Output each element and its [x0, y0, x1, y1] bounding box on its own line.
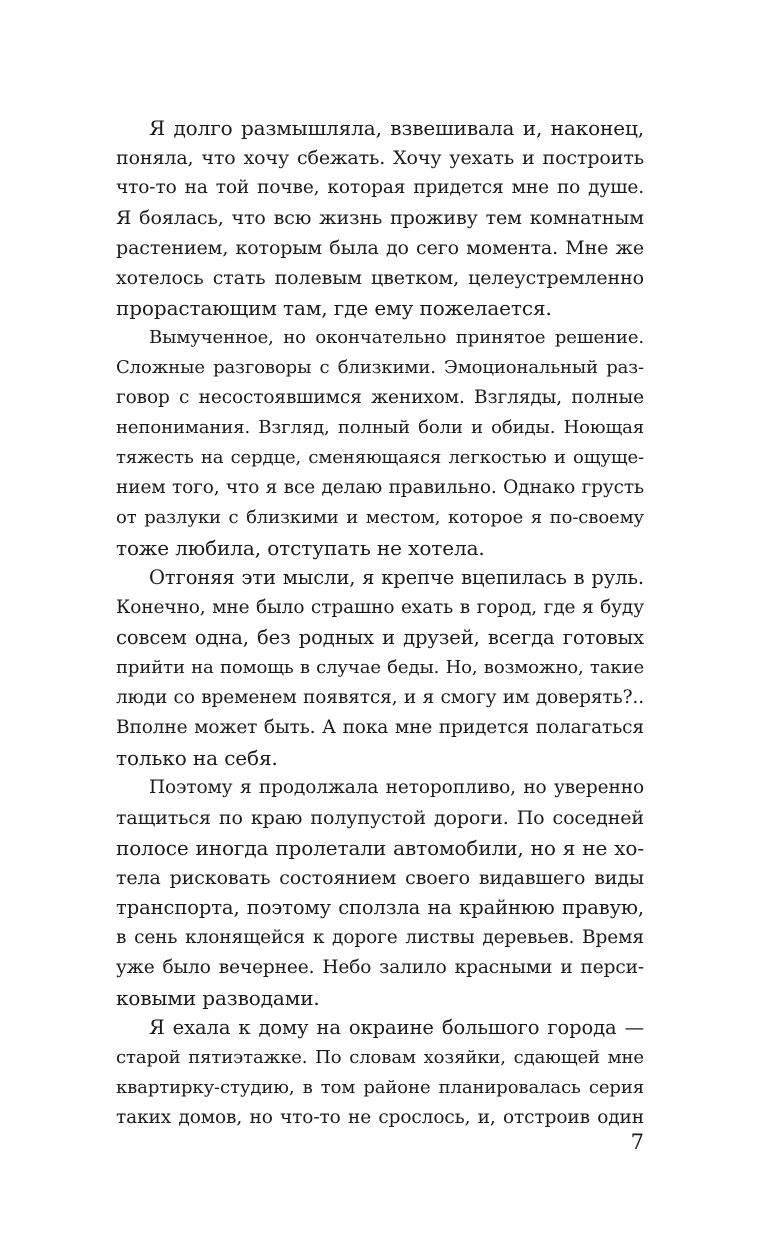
paragraph	[116, 113, 644, 323]
paragraph	[116, 773, 644, 1013]
text-line: Вполне может быть. А пока мне придется полагаться	[116, 717, 644, 738]
text-line: уже было вечернее. Небо залило красными и перси-	[116, 957, 644, 978]
text-line: ковыми разводами.	[116, 986, 320, 1010]
text-line: Сложные разговоры с близкими. Эмоциональный раз-	[116, 357, 644, 378]
text-line: в сень клонящейся к дороге листвы деревьев. Время	[116, 927, 644, 948]
text-line: Я боялась, что всю жизнь проживу тем комнатным	[116, 207, 644, 229]
text-line: тела рисковать состоянием своего видавшего виды	[116, 867, 644, 889]
text-line: полосе иногда пролетали автомобили, но я не хо-	[116, 836, 644, 860]
page-number: 7	[630, 1130, 644, 1154]
text-line: от разлуки с близкими и местом, которое я по-своему	[116, 507, 644, 528]
text-line: квартирку-студию, в том районе планировалась серия	[116, 1077, 644, 1098]
text-line: транспорта, поэтому сползла на крайнюю правую,	[116, 896, 644, 919]
text-line: Я долго размышляла, взвешивала и, наконец,	[149, 116, 644, 140]
text-line: таких домов, но что-то не срослось, и, отстроив один	[116, 1107, 644, 1128]
text-line: тяжесть на сердце, сменяющаяся легкостью и ощуще-	[116, 447, 644, 468]
text-line: Вымученное, но окончательно принятое решение.	[149, 327, 644, 348]
paragraph	[116, 323, 644, 563]
text-line: Я ехала к дому на окраине большого города —	[149, 1016, 644, 1039]
text-line: Отгоняя эти мысли, я крепче вцепилась в руль.	[149, 566, 644, 589]
paragraph	[116, 1013, 644, 1133]
text-line: прийти на помощь в случае беды. Но, возможно, такие	[116, 657, 644, 678]
book-page-text	[116, 113, 644, 1133]
text-line: Поэтому я продолжала неторопливо, но уверенно	[149, 777, 644, 798]
text-line: говор с несостоявшимся женихом. Взгляды, полные	[116, 387, 644, 408]
text-line: хотелось стать полевым цветком, целеустремленно	[116, 267, 644, 289]
text-line: тоже любила, отступать не хотела.	[116, 536, 485, 560]
text-line: совсем одна, без родных и друзей, всегда готовых	[116, 626, 644, 649]
text-line: тащиться по краю полупустой дороги. По соседней	[116, 807, 644, 829]
text-line: что-то на той почве, которая придется мне по душе.	[116, 177, 644, 198]
text-line: прорастающим там, где ему пожелается.	[116, 296, 552, 320]
text-line: старой пятиэтажке. По словам хозяйки, сдающей мне	[116, 1047, 644, 1068]
text-line: растением, которым была до сего момента. Мне же	[116, 237, 644, 259]
text-line: только на себя.	[116, 746, 278, 770]
paragraph	[116, 563, 644, 773]
text-line: люди со временем появятся, и я смогу им доверять?..	[116, 687, 644, 708]
text-line: поняла, что хочу сбежать. Хочу уехать и построить	[116, 147, 644, 169]
text-line: Конечно, мне было страшно ехать в город, где я буду	[116, 597, 644, 618]
text-line: нием того, что я все делаю правильно. Однако грусть	[116, 477, 644, 498]
text-line: непонимания. Взгляд, полный боли и обиды. Ноющая	[116, 417, 644, 438]
